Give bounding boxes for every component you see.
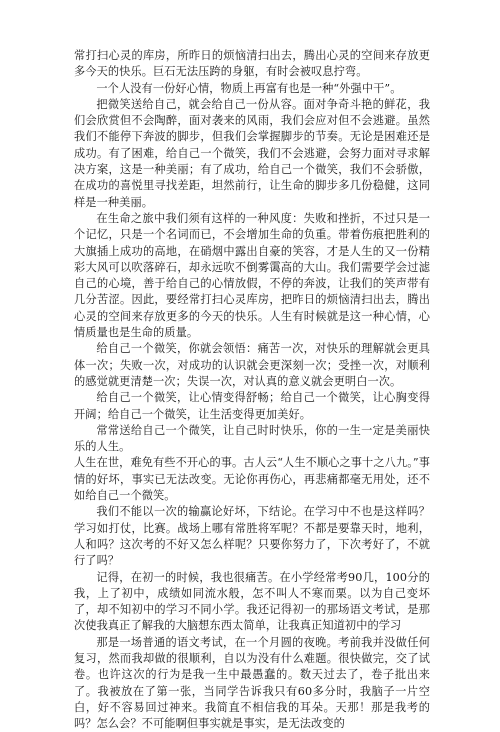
paragraph-6: 给自己一个微笑，让心情变得舒畅；给自己一个微笑，让心胸变得开阔；给自己一个微笑，让生活变得更加美好。 — [74, 391, 430, 421]
paragraph-7: 常常送给自己一个微笑，让自己时时快乐，你的一生一定是美丽快乐的人生。 — [74, 423, 430, 454]
paragraph-9: 我们不能以一次的输赢论好坏，下结论。在学习中不也是这样吗？学习如打仗，比赛。战场上哪有常胜将军呢？不都是要靠天时，地利，人和吗？这次考的不好又怎么样呢？只要你努力了，下次考好了，不就行了吗？ — [74, 505, 430, 568]
paragraph-11: 那是一场普通的语文考试，在一个月圆的夜晚。考前我并没做任何复习，然而我却做的很顺利，自以为没有什么难题。很快做完，交了试卷。也许这次的行为是我一生中最愚蠢的。数天过去了，卷子批出来了。我被放在了第一张，当同学告诉我只有60多分时，我脑子一片空白，好不容易回过神来。我简直不相信我的耳朵。天那！那是我考的吗？怎么会？不可能啊但事实就是事实，是无法改变的 — [74, 635, 430, 731]
paragraph-2: 一个人没有一份好心情，物质上再富有也是一种“外强中干”。 — [96, 81, 402, 95]
article-body — [74, 48, 430, 732]
paragraph-10: 记得，在初一的时候，我也很痛苦。在小学经常考90几，100分的我，上了初中，成绩如同流水般，怎不叫人不寒而栗。以为自己变坏了，却不知初中的学习不同小学。我还记得初一的那场语文考试，是那次使我真正了解我的大脑想东西太简单，让我真正知道初中的学习 — [74, 570, 430, 633]
paragraph-3: 把微笑送给自己，就会给自己一份从容。面对争奇斗艳的鲜花，我们会欣赏但不会陶醉，面对袭来的风雨，我们会应对但不会逃避。虽然我们不能停下奔波的脚步，但我们会掌握脚步的节奏。无论是困难还是成功。有了困难，给自己一个微笑，我们不会逃避，会努力面对寻求解决方案，这是一种美丽；有了成功，给自己一个微笑，我们不会骄傲，在成功的喜悦里寻找差距，坦然前行，让生命的脚步多几份稳健，这同样是一种美丽。 — [74, 97, 430, 209]
paragraph-5: 给自己一个微笑，你就会领悟：痛苦一次，对快乐的理解就会更具体一次；失败一次，对成功的认识就会更深刻一次；受挫一次，对顺利的感觉就更清楚一次；失误一次，对认真的意义就会更明白一次。 — [74, 342, 430, 388]
paragraph-8: 人生在世，难免有些不开心的事。古人云“人生不顺心之事十之八九。”事情的好坏，事实已无法改变。无论你再伤心，再悲痛都毫无用处，还不如给自己一个微笑。 — [74, 456, 430, 503]
paragraph-1: 常打扫心灵的库房，所昨日的烦恼清扫出去，腾出心灵的空间来存放更多今天的快乐。巨石无法压跨的身躯，有时会被叹息拧弯。 — [74, 49, 430, 79]
paragraph-4: 在生命之旅中我们须有这样的一种风度：失败和挫折，不过只是一个记忆，只是一个名词而已，不会增加生命的负重。带着伤痕把胜利的大旗插上成功的高地，在硝烟中露出自豪的笑容，才是人生的又一份精彩大风可以吹落碎石，却永远吹不倒雾霭高的大山。我们需要学会过滤自己的心境，善于给自己的心情放假，不停的奔波，让我们的笑声带有几分苦涩。因此，要经常打扫心灵库房，把昨日的烦恼清扫出去，腾出心灵的空间来存放更多的今天的快乐。人生有时候就是这一种心情，心情质量也是生命的质量。 — [74, 211, 430, 340]
